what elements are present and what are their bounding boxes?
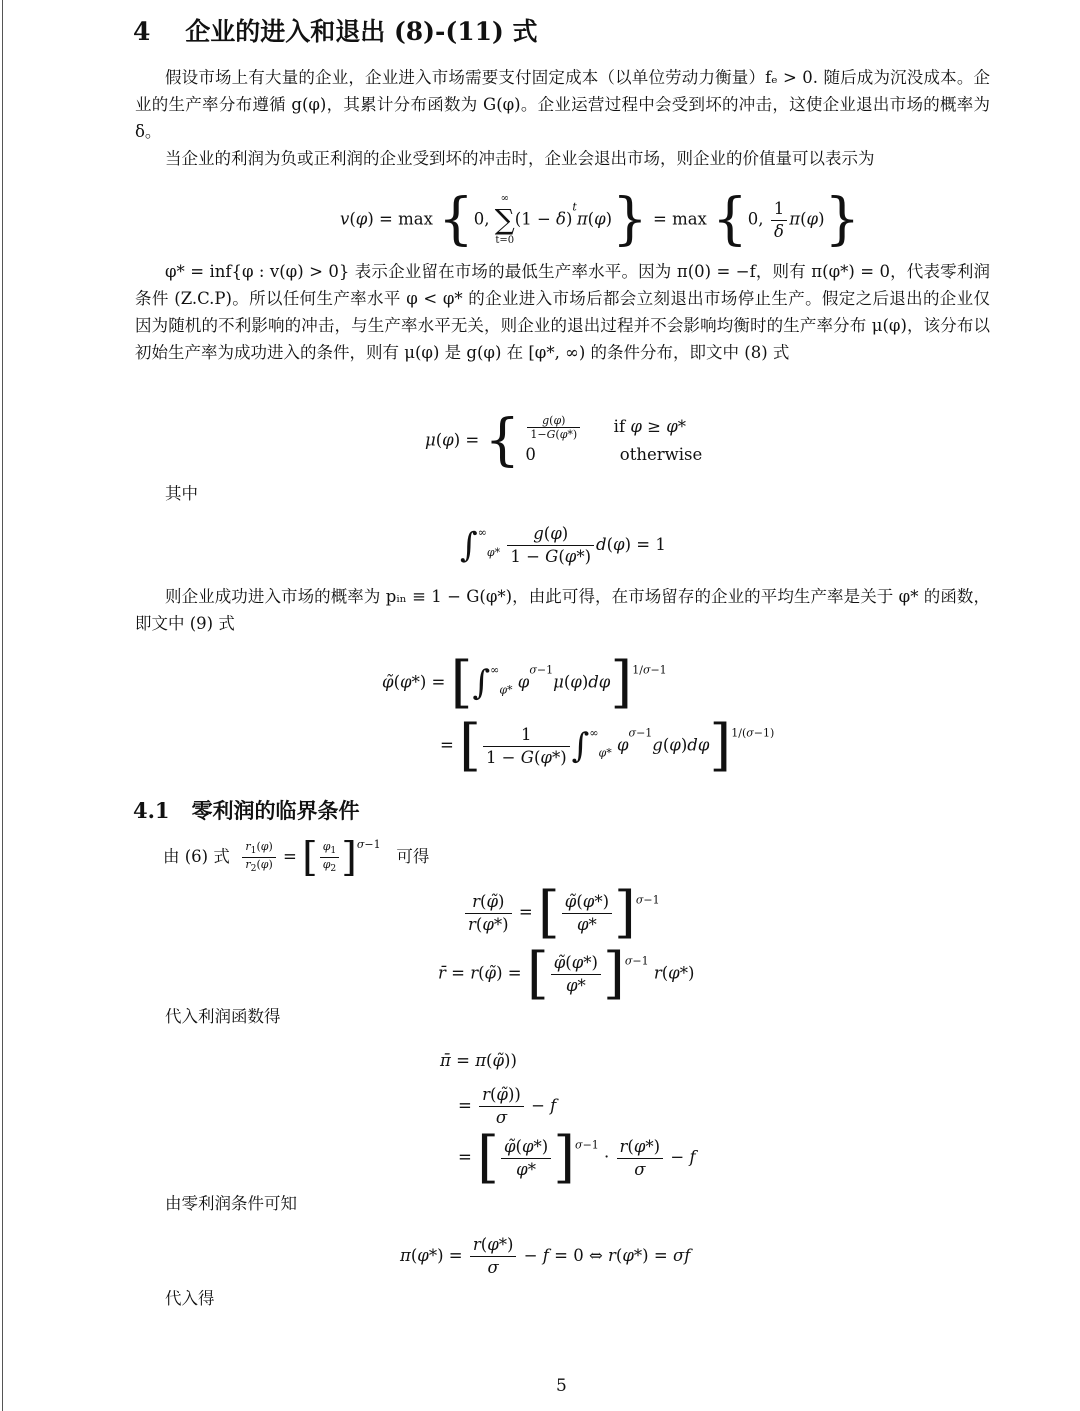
paragraph-exit: 当企业的利润为负或正利润的企业受到坏的冲击时，企业会退出市场，则企业的价值量可以表示为 <box>165 149 875 168</box>
equation-zero-profit-condition: π(φ*) = $\frac{r(\varphi*)}{\sigma}$ − f = 0 ⇔ r(φ*) = σf <box>400 1235 691 1277</box>
paragraph-where: 其中 <box>165 484 198 503</box>
equation-revenue-ratio: $\frac{r(\varphĩ)}{r(\varphi*)}$ = [ $\frac{\varphĩ(\varphi*)}{\varphi*}$ ]$^{\sigma-1}$ <box>463 885 660 941</box>
paragraph-substitute: 代入得 <box>165 1289 215 1308</box>
subsection-title <box>133 795 359 825</box>
section-title <box>133 12 538 48</box>
paragraph-cutoff: φ* = inf{φ : v(φ) > 0} 表示企业留在市场的最低生产率水平。因为 π(0) = −f，则有 π(φ*) = 0，代表零利润条件 (Z.C.P)。所以任何生产率水平 φ < φ* 的企业进入市场后都会立刻退出市场停止生产。假定之后退出的企业仅因为随机的不利影响的冲击，与生产率水平无关，则企业的退出过程并不会影响均衡时的生产率分布 μ(φ)，该分布以初始生产率为成功进入的条件，则有 μ(φ) 是 g(φ) 在 [φ*, ∞) 的条件分布，即文中 (8) 式 <box>135 262 990 362</box>
section-number: 4 <box>133 17 151 46</box>
subsection-number: 4.1 <box>133 798 170 823</box>
equation-average-profit-2: = $\frac{r(\varphĩ))}{\sigma}$ − f <box>458 1085 557 1127</box>
section-title-text: 企业的进入和退出 (8)-(11) 式 <box>185 17 538 46</box>
by-eq6-label: 由 (6) 式 <box>163 847 230 866</box>
paragraph-substitute-profit: 代入利润函数得 <box>165 1007 281 1026</box>
equation-mu-distribution: μ(φ) = { $\frac{g(\varphi)}{1-G(\varphi*)}$ if φ ≥ φ* 0 otherwise <box>425 408 703 473</box>
subsection-title-text: 零利润的临界条件 <box>191 798 360 823</box>
equation-average-profit-3: = [ $\frac{\varphĩ(\varphi*)}{\varphi*}$ ]$^{\sigma-1}$ · $\frac{r(\varphi*)}{\sigma}$ − f <box>458 1125 696 1190</box>
equation-average-revenue: r̄ = r(φ̃) = [ $\frac{\varphĩ(\varphi*)}{\varphi*}$ ]$^{\sigma-1}$ r(φ*) <box>438 941 695 1006</box>
equation-average-productivity-2: = [ $\frac{1}{1 - G(\varphi*)}$ $\int^\infty_{\varphi*}$ $\varphi^{\sigma-1}g(\varphi)d\varphi]^{1/(\sigma-1)}$ <box>440 713 775 778</box>
page-number: 5 <box>556 1376 567 1396</box>
equation-integral-normalization: $\int^\infty_{\varphi*}$ $\frac{g(\varphi)}{1 - G(\varphi*)}$ d(φ) = 1 <box>460 524 666 566</box>
paragraph-entry-probability: 则企业成功进入市场的概率为 pᵢₙ ≡ 1 − G(φ*)，由此可得，在市场留存的企业的平均生产率是关于 φ* 的函数，即文中 (9) 式 <box>135 587 990 633</box>
paragraph-zero-profit: 由零利润条件可知 <box>165 1194 297 1213</box>
paragraph-assumption: 假设市场上有大量的企业，企业进入市场需要支付固定成本（以单位劳动力衡量）fₑ > 0. 随后成为沉没成本。企业的生产率分布遵循 g(φ)，其累计分布函数为 G(φ)。企业运营过程中会受到坏的冲击，这使企业退出市场的概率为 δ。 <box>135 68 990 141</box>
equation-average-profit-1: π̄ = π(φ̃)) <box>440 1051 517 1070</box>
line-by-equation-6: 由 (6) 式 $\frac{r_1(\varphi)}{r_2(\varphi)}$ = [ $\frac{\varphi_1}{\varphi_2}$ ]$^{\sigma-1}$ 可得 <box>163 834 430 881</box>
equation-average-productivity-1: φ̃(φ*) = [$\int^\infty_{\varphi*}$ $\varphi^{\sigma-1}\mu(\varphi)d\varphi]^{1/\sigma-1}$ <box>382 650 667 715</box>
obtain-label: 可得 <box>396 847 430 866</box>
equation-value-function: v(φ) = max {0, ∞ ∑ t=0 $(1 - \delta)^t\pi(\varphi)\} = \max \{0$, $\frac{1}{\delta}$ π(φ)} <box>340 187 861 252</box>
